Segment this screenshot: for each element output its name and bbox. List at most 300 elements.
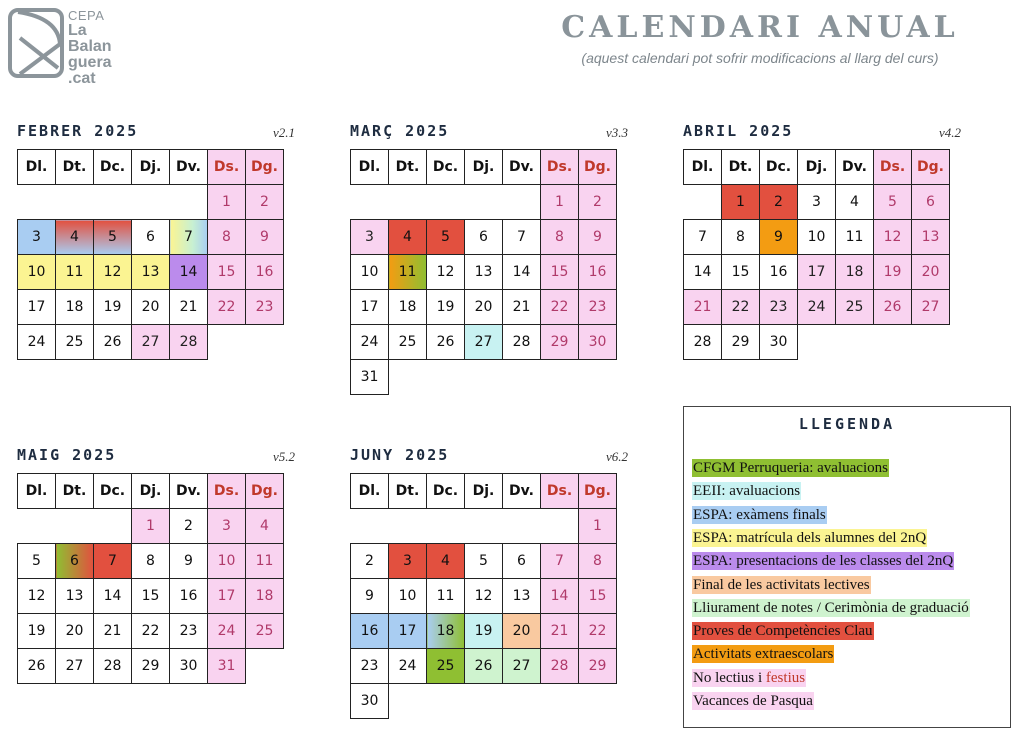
weekday-label: Dj. bbox=[465, 474, 503, 509]
day-cell[interactable]: 3 bbox=[18, 220, 56, 255]
day-cell[interactable]: 22 bbox=[208, 290, 246, 325]
weekday-label: Dj. bbox=[132, 474, 170, 509]
legend-title: LLEGENDA bbox=[798, 415, 896, 433]
legend-item-label: Lliurament de notes / Cerimònia de graduació bbox=[693, 599, 969, 616]
empty-cell bbox=[541, 684, 579, 719]
day-cell[interactable]: 7 bbox=[541, 544, 579, 579]
day-cell[interactable]: 19 bbox=[427, 290, 465, 325]
day-cell[interactable]: 11 bbox=[836, 220, 874, 255]
day-cell[interactable]: 17 bbox=[208, 579, 246, 614]
empty-cell bbox=[503, 185, 541, 220]
empty-cell bbox=[503, 360, 541, 395]
day-cell[interactable]: 8 bbox=[541, 220, 579, 255]
legend-item bbox=[692, 482, 801, 500]
day-cell[interactable]: 30 bbox=[579, 325, 617, 360]
month-name: MARÇ 2025 bbox=[350, 122, 450, 140]
day-cell[interactable]: 22 bbox=[541, 290, 579, 325]
logo-text bbox=[68, 8, 112, 87]
day-cell[interactable]: 2 bbox=[170, 509, 208, 544]
day-cell[interactable]: 12 bbox=[94, 255, 132, 290]
day-cell[interactable]: 25 bbox=[389, 325, 427, 360]
day-cell[interactable]: 24 bbox=[351, 325, 389, 360]
day-cell[interactable]: 26 bbox=[94, 325, 132, 360]
empty-cell bbox=[427, 360, 465, 395]
day-cell[interactable]: 31 bbox=[351, 360, 389, 395]
calendar-grid bbox=[17, 149, 284, 360]
day-cell[interactable]: 1 bbox=[132, 509, 170, 544]
day-cell[interactable]: 18 bbox=[427, 614, 465, 649]
week-row bbox=[684, 185, 950, 220]
day-cell[interactable]: 7 bbox=[684, 220, 722, 255]
month-version: v3.3 bbox=[605, 125, 628, 140]
day-cell[interactable]: 7 bbox=[94, 544, 132, 579]
week-row bbox=[351, 255, 617, 290]
day-cell[interactable]: 20 bbox=[132, 290, 170, 325]
legend-item bbox=[692, 529, 927, 547]
legend-item-label: No lectius i bbox=[693, 669, 766, 686]
empty-cell bbox=[246, 325, 284, 360]
empty-cell bbox=[541, 360, 579, 395]
empty-cell bbox=[503, 684, 541, 719]
weekday-label: Ds. bbox=[541, 474, 579, 509]
day-cell[interactable]: 13 bbox=[56, 579, 94, 614]
empty-cell bbox=[246, 649, 284, 684]
month-header bbox=[17, 122, 295, 144]
legend-item bbox=[692, 552, 954, 570]
day-cell[interactable]: 4 bbox=[427, 544, 465, 579]
day-cell[interactable]: 10 bbox=[798, 220, 836, 255]
weekday-label: Dc. bbox=[760, 150, 798, 185]
logo-line-4: guera bbox=[68, 54, 112, 71]
day-cell[interactable]: 27 bbox=[56, 649, 94, 684]
legend-item bbox=[692, 669, 806, 687]
month-header bbox=[17, 446, 295, 468]
day-cell[interactable]: 16 bbox=[351, 614, 389, 649]
week-row bbox=[18, 185, 284, 220]
day-cell[interactable]: 23 bbox=[170, 614, 208, 649]
week-row bbox=[351, 649, 617, 684]
day-cell[interactable]: 23 bbox=[760, 290, 798, 325]
day-cell[interactable]: 1 bbox=[722, 185, 760, 220]
day-cell[interactable]: 20 bbox=[912, 255, 950, 290]
empty-cell bbox=[132, 185, 170, 220]
weekday-label: Dv. bbox=[170, 474, 208, 509]
empty-cell bbox=[208, 325, 246, 360]
day-cell[interactable]: 9 bbox=[170, 544, 208, 579]
weekday-label: Ds. bbox=[874, 150, 912, 185]
day-cell[interactable]: 4 bbox=[56, 220, 94, 255]
day-cell[interactable]: 5 bbox=[465, 544, 503, 579]
day-cell[interactable]: 8 bbox=[132, 544, 170, 579]
day-cell[interactable]: 13 bbox=[503, 579, 541, 614]
month-version: v5.2 bbox=[272, 449, 295, 464]
weekday-label: Dl. bbox=[18, 150, 56, 185]
day-cell[interactable]: 9 bbox=[579, 220, 617, 255]
day-cell[interactable]: 17 bbox=[351, 290, 389, 325]
empty-cell bbox=[874, 325, 912, 360]
day-cell[interactable]: 21 bbox=[541, 614, 579, 649]
legend-item-label: Proves de Competències Clau bbox=[693, 623, 873, 640]
page-subtitle: (aquest calendari pot sofrir modificacions al llarg del curs) bbox=[581, 50, 939, 66]
day-cell[interactable]: 14 bbox=[541, 579, 579, 614]
week-row bbox=[18, 255, 284, 290]
day-cell[interactable]: 14 bbox=[94, 579, 132, 614]
empty-cell bbox=[465, 684, 503, 719]
day-cell[interactable]: 4 bbox=[246, 509, 284, 544]
day-cell[interactable]: 21 bbox=[503, 290, 541, 325]
day-cell[interactable]: 29 bbox=[722, 325, 760, 360]
day-cell[interactable]: 26 bbox=[874, 290, 912, 325]
month-version: v2.1 bbox=[272, 125, 295, 140]
week-row bbox=[18, 290, 284, 325]
empty-cell bbox=[389, 185, 427, 220]
weekday-label: Dl. bbox=[684, 150, 722, 185]
week-row bbox=[18, 544, 284, 579]
day-cell[interactable]: 14 bbox=[170, 255, 208, 290]
day-cell[interactable]: 13 bbox=[465, 255, 503, 290]
weekday-label: Dj. bbox=[465, 150, 503, 185]
legend-item-label: Vacances de Pasqua bbox=[693, 693, 813, 709]
day-cell[interactable]: 21 bbox=[684, 290, 722, 325]
day-cell[interactable]: 20 bbox=[56, 614, 94, 649]
day-cell[interactable]: 15 bbox=[541, 255, 579, 290]
month-may bbox=[17, 446, 295, 684]
empty-cell bbox=[541, 509, 579, 544]
empty-cell bbox=[579, 360, 617, 395]
day-cell[interactable]: 20 bbox=[465, 290, 503, 325]
day-cell[interactable]: 15 bbox=[132, 579, 170, 614]
legend-item bbox=[692, 622, 874, 640]
weekday-label: Dg. bbox=[246, 150, 284, 185]
day-cell[interactable]: 23 bbox=[351, 649, 389, 684]
empty-cell bbox=[56, 509, 94, 544]
month-header bbox=[350, 446, 628, 468]
day-cell[interactable]: 27 bbox=[132, 325, 170, 360]
weekday-label: Ds. bbox=[208, 150, 246, 185]
weekday-header-row bbox=[351, 474, 617, 509]
day-cell[interactable]: 29 bbox=[579, 649, 617, 684]
day-cell[interactable]: 8 bbox=[722, 220, 760, 255]
day-cell[interactable]: 19 bbox=[18, 614, 56, 649]
day-cell[interactable]: 16 bbox=[579, 255, 617, 290]
empty-cell bbox=[18, 509, 56, 544]
week-row bbox=[18, 509, 284, 544]
day-cell[interactable]: 3 bbox=[208, 509, 246, 544]
day-cell[interactable]: 17 bbox=[18, 290, 56, 325]
week-row bbox=[684, 255, 950, 290]
month-name: ABRIL 2025 bbox=[683, 122, 794, 140]
legend-item-label: EEII: avaluacions bbox=[693, 483, 801, 500]
day-cell[interactable]: 30 bbox=[760, 325, 798, 360]
week-row bbox=[351, 185, 617, 220]
empty-cell bbox=[798, 325, 836, 360]
page-title: CALENDARI ANUAL bbox=[561, 10, 959, 45]
day-cell[interactable]: 20 bbox=[503, 614, 541, 649]
day-cell[interactable]: 13 bbox=[132, 255, 170, 290]
week-row bbox=[18, 220, 284, 255]
day-cell[interactable]: 25 bbox=[246, 614, 284, 649]
day-cell[interactable]: 22 bbox=[722, 290, 760, 325]
day-cell[interactable]: 27 bbox=[465, 325, 503, 360]
school-logo[interactable] bbox=[8, 8, 158, 87]
weekday-label: Ds. bbox=[208, 474, 246, 509]
day-cell[interactable]: 26 bbox=[18, 649, 56, 684]
day-cell[interactable]: 1 bbox=[579, 509, 617, 544]
calendar-grid bbox=[17, 473, 284, 684]
weekday-label: Dg. bbox=[246, 474, 284, 509]
day-cell[interactable]: 17 bbox=[798, 255, 836, 290]
weekday-label: Dv. bbox=[170, 150, 208, 185]
empty-cell bbox=[579, 684, 617, 719]
day-cell[interactable]: 13 bbox=[912, 220, 950, 255]
empty-cell bbox=[94, 185, 132, 220]
weekday-header-row bbox=[351, 150, 617, 185]
day-cell[interactable]: 12 bbox=[427, 255, 465, 290]
weekday-label: Dg. bbox=[912, 150, 950, 185]
legend-item-label-red: festius bbox=[765, 669, 806, 686]
day-cell[interactable]: 16 bbox=[760, 255, 798, 290]
legend-item bbox=[692, 506, 827, 524]
week-row bbox=[18, 579, 284, 614]
weekday-label: Dv. bbox=[503, 150, 541, 185]
week-row bbox=[351, 509, 617, 544]
empty-cell bbox=[684, 185, 722, 220]
calendar-grid bbox=[350, 149, 617, 395]
weekday-label: Dl. bbox=[18, 474, 56, 509]
day-cell[interactable]: 22 bbox=[579, 614, 617, 649]
weekday-header-row bbox=[18, 150, 284, 185]
day-cell[interactable]: 6 bbox=[503, 544, 541, 579]
day-cell[interactable]: 11 bbox=[246, 544, 284, 579]
legend-item bbox=[692, 645, 834, 663]
empty-cell bbox=[389, 509, 427, 544]
weekday-label: Dc. bbox=[427, 150, 465, 185]
legend-item-label: ESPA: presentacions de les classes del 2nQ bbox=[693, 553, 954, 570]
day-cell[interactable]: 28 bbox=[170, 325, 208, 360]
month-header bbox=[683, 122, 961, 144]
legend-item-label: Final de les activitats lectives bbox=[693, 576, 870, 593]
day-cell[interactable]: 16 bbox=[246, 255, 284, 290]
day-cell[interactable]: 3 bbox=[389, 544, 427, 579]
weekday-label: Dl. bbox=[351, 150, 389, 185]
day-cell[interactable]: 27 bbox=[503, 649, 541, 684]
day-cell[interactable]: 7 bbox=[170, 220, 208, 255]
month-june bbox=[350, 446, 628, 719]
weekday-label: Dt. bbox=[56, 150, 94, 185]
week-row bbox=[351, 325, 617, 360]
day-cell[interactable]: 23 bbox=[579, 290, 617, 325]
weekday-header-row bbox=[18, 474, 284, 509]
day-cell[interactable]: 4 bbox=[389, 220, 427, 255]
weekday-label: Ds. bbox=[541, 150, 579, 185]
day-cell[interactable]: 10 bbox=[351, 255, 389, 290]
day-cell[interactable]: 24 bbox=[208, 614, 246, 649]
legend-box bbox=[683, 406, 1011, 728]
day-cell[interactable]: 18 bbox=[836, 255, 874, 290]
day-cell[interactable]: 4 bbox=[836, 185, 874, 220]
day-cell[interactable]: 18 bbox=[56, 290, 94, 325]
day-cell[interactable]: 24 bbox=[798, 290, 836, 325]
day-cell[interactable]: 19 bbox=[94, 290, 132, 325]
day-cell[interactable]: 5 bbox=[874, 185, 912, 220]
calendar-grid bbox=[683, 149, 950, 360]
day-cell[interactable]: 6 bbox=[132, 220, 170, 255]
empty-cell bbox=[351, 509, 389, 544]
day-cell[interactable]: 21 bbox=[170, 290, 208, 325]
day-cell[interactable]: 26 bbox=[427, 325, 465, 360]
empty-cell bbox=[503, 509, 541, 544]
empty-cell bbox=[351, 185, 389, 220]
day-cell[interactable]: 24 bbox=[389, 649, 427, 684]
day-cell[interactable]: 12 bbox=[874, 220, 912, 255]
day-cell[interactable]: 9 bbox=[760, 220, 798, 255]
empty-cell bbox=[465, 509, 503, 544]
day-cell[interactable]: 28 bbox=[94, 649, 132, 684]
empty-cell bbox=[56, 185, 94, 220]
legend-item bbox=[692, 692, 814, 710]
day-cell[interactable]: 22 bbox=[132, 614, 170, 649]
month-name: JUNY 2025 bbox=[350, 446, 450, 464]
logo-line-3: Balan bbox=[68, 38, 112, 55]
day-cell[interactable]: 2 bbox=[579, 185, 617, 220]
month-header bbox=[350, 122, 628, 144]
day-cell[interactable]: 5 bbox=[94, 220, 132, 255]
day-cell[interactable]: 6 bbox=[912, 185, 950, 220]
empty-cell bbox=[389, 684, 427, 719]
day-cell[interactable]: 15 bbox=[579, 579, 617, 614]
day-cell[interactable]: 9 bbox=[351, 579, 389, 614]
day-cell[interactable]: 19 bbox=[465, 614, 503, 649]
day-cell[interactable]: 15 bbox=[722, 255, 760, 290]
day-cell[interactable]: 19 bbox=[874, 255, 912, 290]
calendar-grid bbox=[350, 473, 617, 719]
month-march bbox=[350, 122, 628, 395]
day-cell[interactable]: 10 bbox=[389, 579, 427, 614]
legend-item bbox=[692, 576, 871, 594]
day-cell[interactable]: 14 bbox=[503, 255, 541, 290]
day-cell[interactable]: 9 bbox=[246, 220, 284, 255]
day-cell[interactable]: 27 bbox=[912, 290, 950, 325]
day-cell[interactable]: 6 bbox=[56, 544, 94, 579]
day-cell[interactable]: 18 bbox=[389, 290, 427, 325]
empty-cell bbox=[465, 185, 503, 220]
day-cell[interactable]: 11 bbox=[427, 579, 465, 614]
empty-cell bbox=[18, 185, 56, 220]
week-row bbox=[18, 325, 284, 360]
day-cell[interactable]: 6 bbox=[465, 220, 503, 255]
day-cell[interactable]: 3 bbox=[798, 185, 836, 220]
weekday-label: Dg. bbox=[579, 474, 617, 509]
week-row bbox=[351, 684, 617, 719]
week-row bbox=[351, 579, 617, 614]
week-row bbox=[351, 544, 617, 579]
day-cell[interactable]: 12 bbox=[465, 579, 503, 614]
week-row bbox=[351, 614, 617, 649]
day-cell[interactable]: 17 bbox=[389, 614, 427, 649]
day-cell[interactable]: 10 bbox=[18, 255, 56, 290]
day-cell[interactable]: 28 bbox=[541, 649, 579, 684]
day-cell[interactable]: 5 bbox=[18, 544, 56, 579]
day-cell[interactable]: 21 bbox=[94, 614, 132, 649]
weekday-label: Dl. bbox=[351, 474, 389, 509]
day-cell[interactable]: 8 bbox=[579, 544, 617, 579]
logo-line-2: La bbox=[68, 22, 87, 39]
weekday-label: Dc. bbox=[94, 474, 132, 509]
day-cell[interactable]: 16 bbox=[170, 579, 208, 614]
day-cell[interactable]: 12 bbox=[18, 579, 56, 614]
logo-line-5: .cat bbox=[68, 70, 96, 87]
day-cell[interactable]: 25 bbox=[56, 325, 94, 360]
week-row bbox=[18, 649, 284, 684]
day-cell[interactable]: 2 bbox=[246, 185, 284, 220]
empty-cell bbox=[170, 185, 208, 220]
empty-cell bbox=[389, 360, 427, 395]
month-february bbox=[17, 122, 295, 360]
day-cell[interactable]: 23 bbox=[246, 290, 284, 325]
week-row bbox=[351, 290, 617, 325]
day-cell[interactable]: 31 bbox=[208, 649, 246, 684]
week-row bbox=[684, 325, 950, 360]
weekday-label: Dt. bbox=[722, 150, 760, 185]
day-cell[interactable]: 15 bbox=[208, 255, 246, 290]
week-row bbox=[684, 220, 950, 255]
weekday-label: Dc. bbox=[94, 150, 132, 185]
logo-icon bbox=[8, 8, 66, 80]
weekday-label: Dc. bbox=[427, 474, 465, 509]
day-cell[interactable]: 8 bbox=[208, 220, 246, 255]
day-cell[interactable]: 1 bbox=[208, 185, 246, 220]
day-cell[interactable]: 14 bbox=[684, 255, 722, 290]
day-cell[interactable]: 3 bbox=[351, 220, 389, 255]
day-cell[interactable]: 2 bbox=[760, 185, 798, 220]
day-cell[interactable]: 10 bbox=[208, 544, 246, 579]
day-cell[interactable]: 26 bbox=[465, 649, 503, 684]
day-cell[interactable]: 30 bbox=[170, 649, 208, 684]
week-row bbox=[684, 290, 950, 325]
day-cell[interactable]: 11 bbox=[56, 255, 94, 290]
empty-cell bbox=[427, 185, 465, 220]
day-cell[interactable]: 29 bbox=[132, 649, 170, 684]
day-cell[interactable]: 5 bbox=[427, 220, 465, 255]
empty-cell bbox=[836, 325, 874, 360]
day-cell[interactable]: 30 bbox=[351, 684, 389, 719]
month-version: v6.2 bbox=[605, 449, 628, 464]
weekday-label: Dt. bbox=[389, 150, 427, 185]
empty-cell bbox=[427, 684, 465, 719]
day-cell[interactable]: 11 bbox=[389, 255, 427, 290]
day-cell[interactable]: 2 bbox=[351, 544, 389, 579]
empty-cell bbox=[427, 509, 465, 544]
day-cell[interactable]: 28 bbox=[684, 325, 722, 360]
month-april bbox=[683, 122, 961, 360]
day-cell[interactable]: 25 bbox=[836, 290, 874, 325]
weekday-label: Dv. bbox=[503, 474, 541, 509]
weekday-label: Dt. bbox=[56, 474, 94, 509]
day-cell[interactable]: 29 bbox=[541, 325, 579, 360]
day-cell[interactable]: 25 bbox=[427, 649, 465, 684]
day-cell[interactable]: 7 bbox=[503, 220, 541, 255]
day-cell[interactable]: 24 bbox=[18, 325, 56, 360]
week-row bbox=[351, 360, 617, 395]
empty-cell bbox=[465, 360, 503, 395]
empty-cell bbox=[912, 325, 950, 360]
week-row bbox=[18, 614, 284, 649]
day-cell[interactable]: 18 bbox=[246, 579, 284, 614]
day-cell[interactable]: 1 bbox=[541, 185, 579, 220]
legend-item-label: ESPA: exàmens finals bbox=[693, 506, 826, 523]
month-version: v4.2 bbox=[938, 125, 961, 140]
day-cell[interactable]: 28 bbox=[503, 325, 541, 360]
